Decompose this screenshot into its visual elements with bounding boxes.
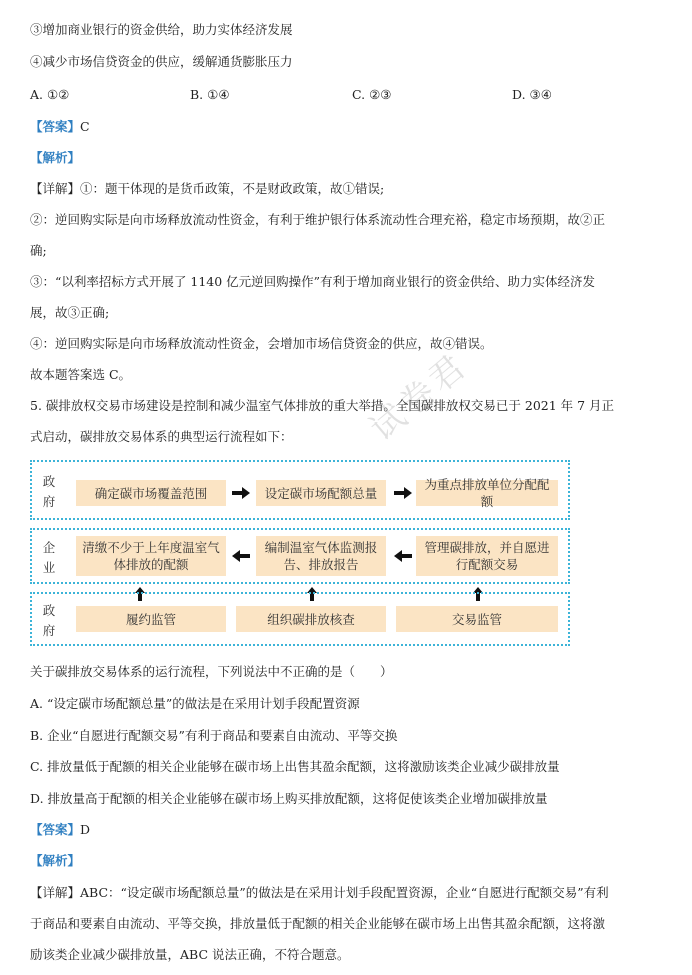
carbon-trading-flow-diagram [30,460,572,648]
q5-analysis-tag: 【解析】 [30,853,81,868]
option-3-text: ③增加商业银行的资金供给，助力实体经济发展 [30,22,293,37]
q5-detail-line-1 [30,884,609,902]
detail-text: ①：题干体现的是货币政策，不是财政政策，故①错误; [80,181,385,196]
detail-tag: 【详解】 [30,885,81,900]
q4-choice-a: A. ①② [30,87,70,102]
q4-choice-c: C. ②③ [352,87,392,102]
detail-tag: 【详解】 [30,181,81,196]
diagram-row-government-bottom [30,592,570,646]
detail-text: ABC：“设定碳市场配额总量”的做法是在采用计划手段配置资源，企业“自愿进行配额交易”有利 [80,885,609,900]
q4-choice-b: B. ①④ [190,87,230,102]
arrow-right-icon [394,487,412,499]
q4-detail-line-4: ④：逆回购实际是向市场释放流动性资金，会增加市场信贷资金的供应，故④错误。 [30,336,493,351]
q4-choice-d: D. ③④ [512,87,552,102]
q5-answer [30,821,90,839]
q4-conclusion: 故本题答案选 C。 [30,367,132,382]
box-emission-verification: 组织碳排放核查 [236,606,386,632]
box-manage-emission: 管理碳排放，并自愿进行配额交易 [416,536,558,576]
q4-detail-line-3a: ③：“以利率招标方式开展了 1140 亿元逆回购操作”有利于增加商业银行的资金供给、助力实体经济发 [30,274,596,289]
q5-stem-line-2: 式启动，碳排放交易体系的典型运行流程如下： [30,429,293,444]
answer-tag: 【答案】 [30,119,81,134]
arrow-right-icon [232,487,250,499]
box-set-total-quota: 设定碳市场配额总量 [256,480,386,506]
q5-choice-b: B. 企业“自愿进行配额交易”有利于商品和要素自由流动、平等交换 [30,728,398,743]
arrow-left-icon [232,550,250,562]
q4-analysis-tag: 【解析】 [30,150,81,165]
q5-choice-a: A. “设定碳市场配额总量”的做法是在采用计划手段配置资源 [30,696,360,711]
q5-choice-d: D. 排放量高于配额的相关企业能够在碳市场上购买排放配额，这将促使该类企业增加碳排放量 [30,791,548,806]
q4-detail-line-2a: ②：逆回购实际是向市场释放流动性资金，有利于维护银行体系流动性合理充裕，稳定市场预期，故②正 [30,212,606,227]
q5-stem-line-1: 5. 碳排放权交易市场建设是控制和减少温室气体排放的重大举措。全国碳排放权交易已于 2021 年 7 月正 [30,398,615,413]
box-define-coverage: 确定碳市场覆盖范围 [76,480,226,506]
q4-answer [30,118,90,136]
watermark: 试卷君 [362,345,476,450]
diagram-row-government-top [30,460,570,520]
row-label-enterprise: 企业 [42,540,56,575]
q5-prompt: 关于碳排放交易体系的运行流程，下列说法中不正确的是（ ） [30,664,393,679]
box-allocate-quota: 为重点排放单位分配配额 [416,480,558,506]
q5-choice-c: C. 排放量低于配额的相关企业能够在碳市场上出售其盈余配额，这将激励该类企业减少碳排放量 [30,759,560,774]
q4-detail-line-3b: 展，故③正确; [30,305,110,320]
option-4-text: ④减少市场信贷资金的供应，缓解通货膨胀压力 [30,54,293,69]
q4-detail-line-1 [30,180,384,198]
box-surrender-quota: 清缴不少于上年度温室气体排放的配额 [76,536,226,576]
q5-detail-line-3: 励该类企业减少碳排放量，ABC 说法正确，不符合题意。 [30,947,350,962]
arrow-left-icon [394,550,412,562]
row-label-government: 政府 [42,603,56,638]
q4-detail-line-2b: 确; [30,243,47,258]
row-label-government: 政府 [42,474,56,509]
box-compliance-supervision: 履约监管 [76,606,226,632]
diagram-row-enterprise [30,528,570,584]
answer-value: C [80,119,90,134]
box-monitoring-report: 编制温室气体监测报告、排放报告 [256,536,386,576]
box-trading-supervision: 交易监管 [396,606,558,632]
q5-detail-line-2: 于商品和要素自由流动、平等交换，排放量低于配额的相关企业能够在碳市场上出售其盈余配额，这将激 [30,916,606,931]
answer-tag: 【答案】 [30,822,81,837]
answer-value: D [80,822,91,837]
